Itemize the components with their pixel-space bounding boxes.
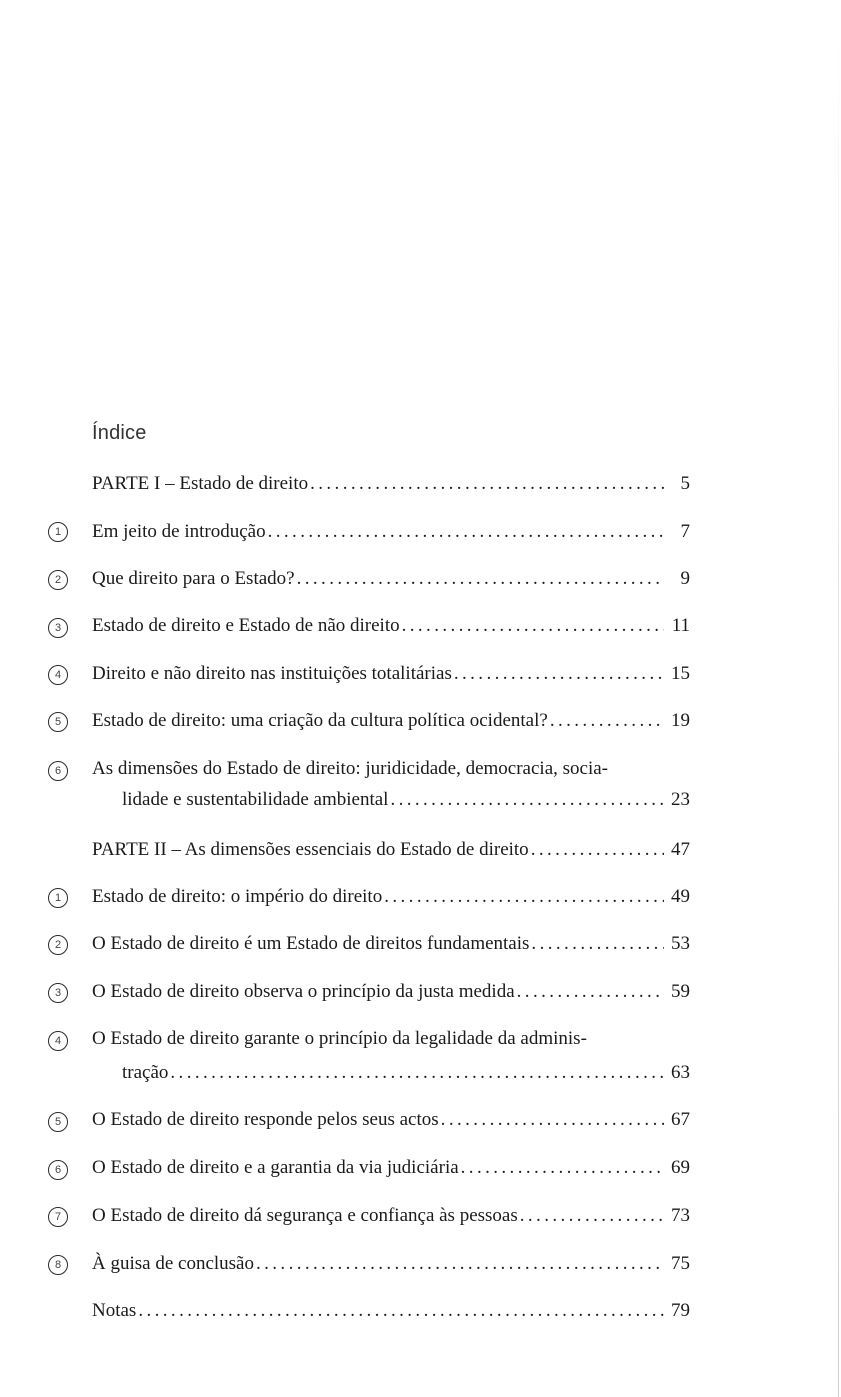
chapter-number-badge: 1 [48, 888, 68, 908]
chapter-number-badge: 4 [48, 1031, 68, 1051]
toc-entry-page: 5 [680, 473, 690, 494]
toc-entry-2-4[interactable] [92, 1027, 690, 1085]
dot-leader [461, 1156, 664, 1180]
chapter-number-badge: 1 [48, 522, 68, 542]
chapter-number-badge: 5 [48, 1112, 68, 1132]
toc-entry-page: 69 [671, 1157, 690, 1178]
chapter-number-badge: 2 [48, 935, 68, 955]
toc-entry-page: 9 [680, 568, 690, 589]
toc-entry-page: 7 [680, 521, 690, 542]
toc-entry-title: O Estado de direito observa o princípio da justa medida [92, 981, 515, 1002]
chapter-number-badge: 5 [48, 712, 68, 732]
toc-entry-2-8[interactable] [92, 1252, 690, 1276]
toc-entry-title: O Estado de direito e a garantia da via judiciária [92, 1157, 459, 1178]
chapter-number-badge: 2 [48, 570, 68, 590]
toc-entry-1-4[interactable] [92, 662, 690, 686]
dot-leader [310, 472, 664, 496]
chapter-number-badge: 4 [48, 665, 68, 685]
chapter-number-badge: 7 [48, 1207, 68, 1227]
toc-entry-1-5[interactable] [92, 709, 690, 733]
toc-entry-page: 19 [671, 710, 690, 731]
toc-entry-page: 63 [671, 1062, 690, 1083]
toc-entry-1-1[interactable] [92, 520, 690, 544]
dot-leader [520, 1204, 664, 1228]
toc-entry-title: O Estado de direito dá segurança e confiança às pessoas [92, 1205, 518, 1226]
toc-entry-title: Estado de direito e Estado de não direito [92, 615, 400, 636]
toc-entry-2-5[interactable] [92, 1108, 690, 1132]
toc-entry-page: 53 [671, 933, 690, 954]
chapter-number-badge: 8 [48, 1255, 68, 1275]
toc-entry-2-2[interactable] [92, 932, 690, 956]
toc-entry-page: 67 [671, 1109, 690, 1130]
toc-entry-page: 79 [671, 1300, 690, 1321]
dot-leader [256, 1252, 664, 1276]
toc-entry-page: 23 [671, 789, 690, 810]
toc-entry-page: 59 [671, 981, 690, 1002]
toc-entry-title: O Estado de direito responde pelos seus actos [92, 1109, 439, 1130]
toc-entry-title: Direito e não direito nas instituições totalitárias [92, 663, 452, 684]
dot-leader [402, 614, 664, 638]
toc-entry-2-7[interactable] [92, 1204, 690, 1228]
dot-leader [297, 567, 664, 591]
dot-leader [531, 932, 664, 956]
dot-leader [531, 838, 664, 862]
toc-entry-page: 73 [671, 1205, 690, 1226]
chapter-number-badge: 6 [48, 1160, 68, 1180]
toc-entry-title: O Estado de direito é um Estado de direitos fundamentais [92, 933, 530, 954]
toc-entry-page: 47 [671, 839, 690, 860]
dot-leader [517, 980, 664, 1004]
dot-leader [454, 662, 664, 686]
toc-entry-title: Que direito para o Estado? [92, 568, 295, 589]
dot-leader [390, 788, 664, 812]
toc-entry-title-line2: tração [122, 1062, 169, 1083]
toc-entry-1-2[interactable] [92, 567, 690, 591]
toc-entry-title: Estado de direito: o império do direito [92, 886, 383, 907]
toc-entry-page: 15 [671, 663, 690, 684]
toc-entry-title-line2: lidade e sustentabilidade ambiental [122, 789, 389, 810]
toc-entry-1-3[interactable] [92, 614, 690, 638]
toc-entry-title: Estado de direito: uma criação da cultura política ocidental? [92, 710, 548, 731]
toc-entry-title: PARTE I – Estado de direito [92, 473, 309, 494]
dot-leader [138, 1299, 664, 1323]
toc-entry-title: Notas [92, 1300, 137, 1321]
toc-entry-page: 11 [671, 615, 690, 636]
dot-leader [441, 1108, 664, 1132]
toc-entry-page: 75 [671, 1253, 690, 1274]
dot-leader [170, 1061, 664, 1085]
toc-entry-title-line1: O Estado de direito garante o princípio da legalidade da adminis- [92, 1028, 587, 1049]
toc-entry-page: 49 [671, 886, 690, 907]
dot-leader [268, 520, 664, 544]
index-heading: Índice [92, 422, 147, 444]
toc-part-1[interactable] [92, 472, 690, 496]
chapter-number-badge: 3 [48, 983, 68, 1003]
toc-entry-2-3[interactable] [92, 980, 690, 1004]
toc-entry-title: À guisa de conclusão [92, 1253, 254, 1274]
toc-notes[interactable] [92, 1299, 690, 1323]
toc-entry-title: Em jeito de introdução [92, 521, 266, 542]
dot-leader [550, 709, 664, 733]
toc-part-2[interactable] [92, 838, 690, 862]
chapter-number-badge: 3 [48, 618, 68, 638]
toc-entry-title-line1: As dimensões do Estado de direito: juridicidade, democracia, socia- [92, 758, 609, 779]
toc-entry-2-1[interactable] [92, 885, 690, 909]
toc-entry-1-6[interactable] [92, 757, 690, 812]
toc-entry-title: PARTE II – As dimensões essenciais do Estado de direito [92, 839, 529, 860]
toc-entry-2-6[interactable] [92, 1156, 690, 1180]
chapter-number-badge: 6 [48, 761, 68, 781]
dot-leader [384, 885, 664, 909]
